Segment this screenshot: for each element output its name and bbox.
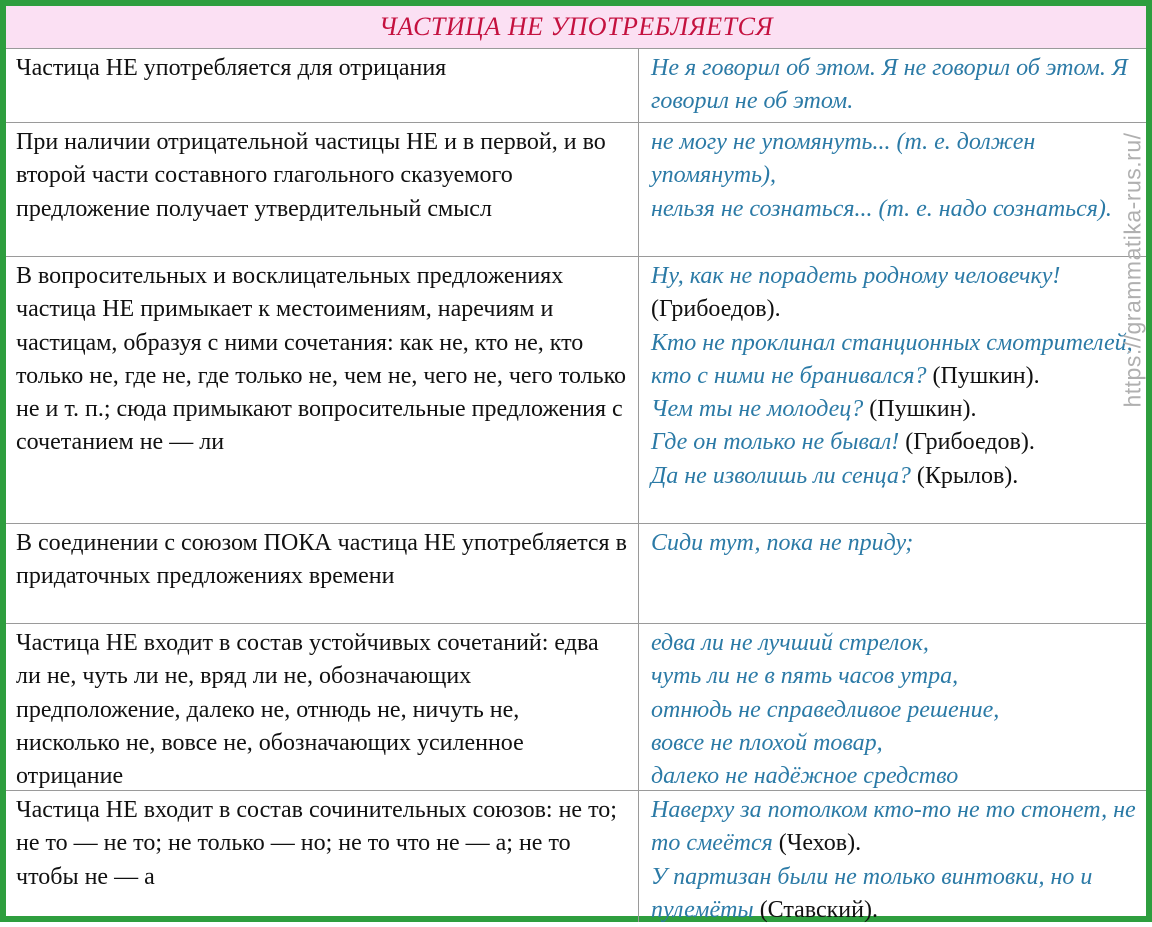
table-row bbox=[6, 523, 1146, 624]
example-text: не могу не упомянуть... (т. е. должен упомянуть), bbox=[651, 129, 1036, 189]
example-author: (Крылов). bbox=[916, 462, 1019, 489]
example-line bbox=[651, 260, 1136, 327]
example-text: нельзя не сознаться... (т. е. надо сознаться). bbox=[651, 195, 1112, 222]
example-text: далеко не надёжное средство bbox=[651, 763, 959, 790]
example-author: (Чехов). bbox=[778, 830, 862, 857]
example-line bbox=[651, 426, 1136, 459]
table-row bbox=[6, 623, 1146, 791]
rule-cell: Частица НЕ употребляется для отрицания bbox=[6, 48, 639, 122]
examples-cell bbox=[639, 48, 1146, 122]
example-line bbox=[651, 126, 1136, 193]
table-row bbox=[6, 48, 1146, 123]
example-line bbox=[651, 527, 1136, 560]
rule-cell: В вопросительных и восклицательных предложениях частица НЕ примыкает к местоимениям, наречиям и частицам, образуя с ними сочетания: как не, кто не, кто только не, где не, где только не, чем не, чего не, чего только не и т. п.; сюда примыкают вопросительные предложения с сочетанием не — ли bbox=[6, 256, 639, 523]
example-text: Да не изволишь ли сенца? bbox=[651, 462, 911, 489]
example-line bbox=[651, 52, 1136, 119]
example-line bbox=[651, 393, 1136, 426]
table-row bbox=[6, 122, 1146, 257]
example-author: (Пушкин). bbox=[869, 396, 977, 423]
example-author: (Грибоедов). bbox=[651, 296, 781, 323]
example-text: Где он только не бывал! bbox=[651, 429, 900, 456]
example-line bbox=[651, 861, 1136, 927]
examples-cell bbox=[639, 523, 1146, 623]
example-text: вовсе не плохой товар, bbox=[651, 729, 883, 756]
example-author: (Грибоедов). bbox=[905, 429, 1035, 456]
example-author: (Пушкин). bbox=[932, 362, 1040, 389]
rule-cell: В соединении с союзом ПОКА частица НЕ употребляется в придаточных предложениях времени bbox=[6, 523, 639, 623]
examples-cell bbox=[639, 623, 1146, 790]
example-text: Ну, как не порадеть родному человечку! bbox=[651, 263, 1061, 289]
examples-cell bbox=[639, 122, 1146, 256]
example-text: чуть ли не в пять часов утра, bbox=[651, 663, 959, 690]
example-text: Чем ты не молодец? bbox=[651, 396, 864, 423]
example-line bbox=[651, 727, 1136, 760]
example-line bbox=[651, 660, 1136, 693]
example-text: Наверху за потолком кто-то не то стонет, не то смеётся bbox=[651, 797, 1136, 857]
example-text: Не я говорил об этом. Я не говорил об этом. Я говорил не об этом. bbox=[651, 55, 1128, 115]
example-line bbox=[651, 627, 1136, 660]
rule-cell: Частица НЕ входит в состав сочинительных союзов: не то; не то — не то; не только — но; не то что не — а; не то чтобы не — а bbox=[6, 790, 639, 922]
example-text: У партизан были не только винтовки, но и пулемёты bbox=[651, 863, 1093, 923]
table-row bbox=[6, 256, 1146, 524]
table-title: ЧАСТИЦА НЕ УПОТРЕБЛЯЕТСЯ bbox=[6, 6, 1146, 49]
example-line bbox=[651, 327, 1136, 394]
watermark-url: https://grammatika-rus.ru/ bbox=[1119, 132, 1146, 408]
rule-cell: При наличии отрицательной частицы НЕ и в первой, и во второй части составного глагольного сказуемого предложение получает утвердительный смысл bbox=[6, 122, 639, 256]
examples-cell bbox=[639, 790, 1146, 922]
example-text: Сиди тут, пока не приду; bbox=[651, 530, 914, 556]
example-line bbox=[651, 760, 1136, 793]
example-author: (Ставский). bbox=[759, 896, 878, 923]
example-text: отнюдь не справедливое решение, bbox=[651, 696, 1000, 723]
example-text: Кто не проклинал станционных смотрителей, кто с ними не бранивался? bbox=[651, 329, 1133, 389]
example-line bbox=[651, 193, 1136, 226]
example-line bbox=[651, 694, 1136, 727]
example-line bbox=[651, 460, 1136, 493]
examples-cell bbox=[639, 256, 1146, 523]
example-line bbox=[651, 794, 1136, 861]
example-text: едва ли не лучший стрелок, bbox=[651, 630, 929, 656]
rule-cell: Частица НЕ входит в состав устойчивых сочетаний: едва ли не, чуть ли не, вряд ли не, обозначающих предположение, далеко не, отнюдь не, ничуть не, нисколько не, вовсе не, обозначающих усиленное отрицание bbox=[6, 623, 639, 790]
table-row bbox=[6, 790, 1146, 922]
